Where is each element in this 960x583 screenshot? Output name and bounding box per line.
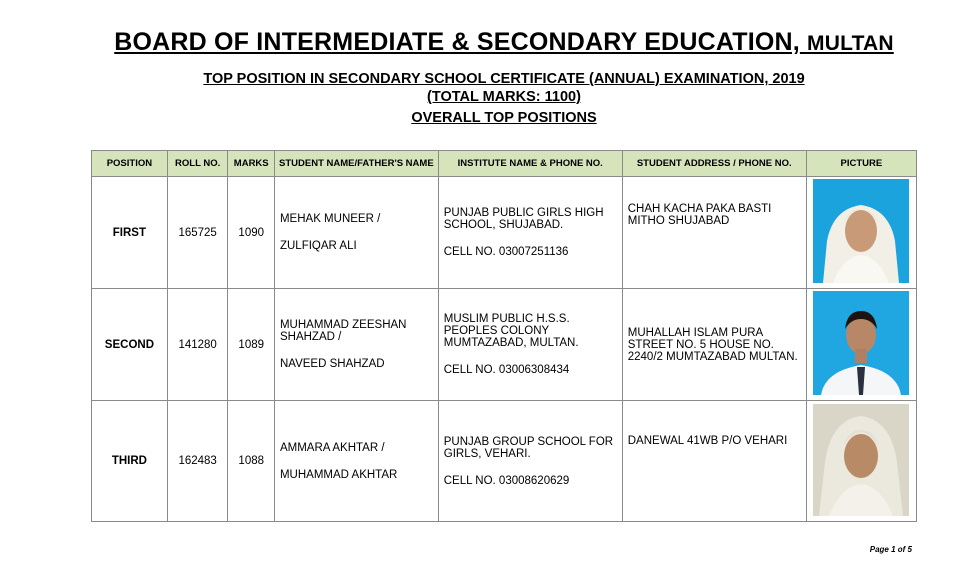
institute-phone: CELL NO. 03006308434 xyxy=(443,364,570,376)
column-header: MARKS xyxy=(228,151,275,177)
institute-cell xyxy=(438,289,622,401)
position-cell: FIRST xyxy=(92,177,168,289)
student-photo xyxy=(813,179,909,286)
table-row xyxy=(92,401,917,522)
table-row xyxy=(92,289,917,401)
student-name-cell xyxy=(274,289,438,401)
board-title xyxy=(0,28,960,57)
marks-cell: 1089 xyxy=(228,289,275,401)
position-cell: SECOND xyxy=(92,289,168,401)
section-title: OVERALL TOP POSITIONS xyxy=(411,110,597,126)
picture-cell xyxy=(806,401,916,522)
roll-no-cell: 162483 xyxy=(167,401,228,522)
student-name: MEHAK MUNEER / xyxy=(279,213,381,225)
table-header-row xyxy=(92,151,917,177)
father-name: MUHAMMAD AKHTAR xyxy=(279,468,398,481)
picture-cell xyxy=(806,289,916,401)
exam-title: TOP POSITION IN SECONDARY SCHOOL CERTIFICATE (ANNUAL) EXAMINATION, 2019 xyxy=(203,71,805,87)
picture-cell xyxy=(806,177,916,289)
address-cell: MUHALLAH ISLAM PURA STREET NO. 5 HOUSE NO. 2240/2 MUMTAZABAD MULTAN. xyxy=(622,289,806,401)
exam-subtitle xyxy=(0,70,960,106)
page-number: Page 1 of 5 xyxy=(869,545,912,554)
father-name: NAVEED SHAHZAD xyxy=(279,358,385,370)
marks-cell: 1088 xyxy=(228,401,275,522)
table-row xyxy=(92,177,917,289)
student-name-cell xyxy=(274,177,438,289)
institute-name: PUNJAB PUBLIC GIRLS HIGH SCHOOL, SHUJABAD. xyxy=(443,207,604,231)
position-cell: THIRD xyxy=(92,401,168,522)
institute-phone: CELL NO. 03007251136 xyxy=(443,246,569,258)
student-name: MUHAMMAD ZEESHAN SHAHZAD / xyxy=(279,319,407,343)
total-marks: (TOTAL MARKS: 1100) xyxy=(427,89,581,105)
father-name: ZULFIQAR ALI xyxy=(279,240,357,252)
board-title-city: MULTAN xyxy=(807,32,894,55)
student-photo xyxy=(813,291,909,398)
student-name: AMMARA AKHTAR / xyxy=(279,441,385,454)
marks-cell: 1090 xyxy=(228,177,275,289)
student-photo xyxy=(813,404,909,519)
address-cell: DANEWAL 41WB P/O VEHARI xyxy=(622,401,806,522)
institute-cell xyxy=(438,177,622,289)
institute-name: PUNJAB GROUP SCHOOL FOR GIRLS, VEHARI. xyxy=(443,435,614,460)
results-table xyxy=(91,150,917,522)
column-header: INSTITUTE NAME & PHONE NO. xyxy=(438,151,622,177)
column-header: PICTURE xyxy=(806,151,916,177)
address-cell: CHAH KACHA PAKA BASTI MITHO SHUJABAD xyxy=(622,177,806,289)
column-header: STUDENT ADDRESS / PHONE NO. xyxy=(622,151,806,177)
institute-phone: CELL NO. 03008620629 xyxy=(443,474,570,487)
roll-no-cell: 141280 xyxy=(167,289,228,401)
column-header: ROLL NO. xyxy=(167,151,228,177)
student-name-cell xyxy=(274,401,438,522)
column-header: POSITION xyxy=(92,151,168,177)
institute-cell xyxy=(438,401,622,522)
institute-name: MUSLIM PUBLIC H.S.S. PEOPLES COLONY MUMTAZABAD, MULTAN. xyxy=(443,313,579,349)
roll-no-cell: 165725 xyxy=(167,177,228,289)
column-header: STUDENT NAME/FATHER'S NAME xyxy=(274,151,438,177)
board-title-main: BOARD OF INTERMEDIATE & SECONDARY EDUCATION, xyxy=(114,28,800,56)
